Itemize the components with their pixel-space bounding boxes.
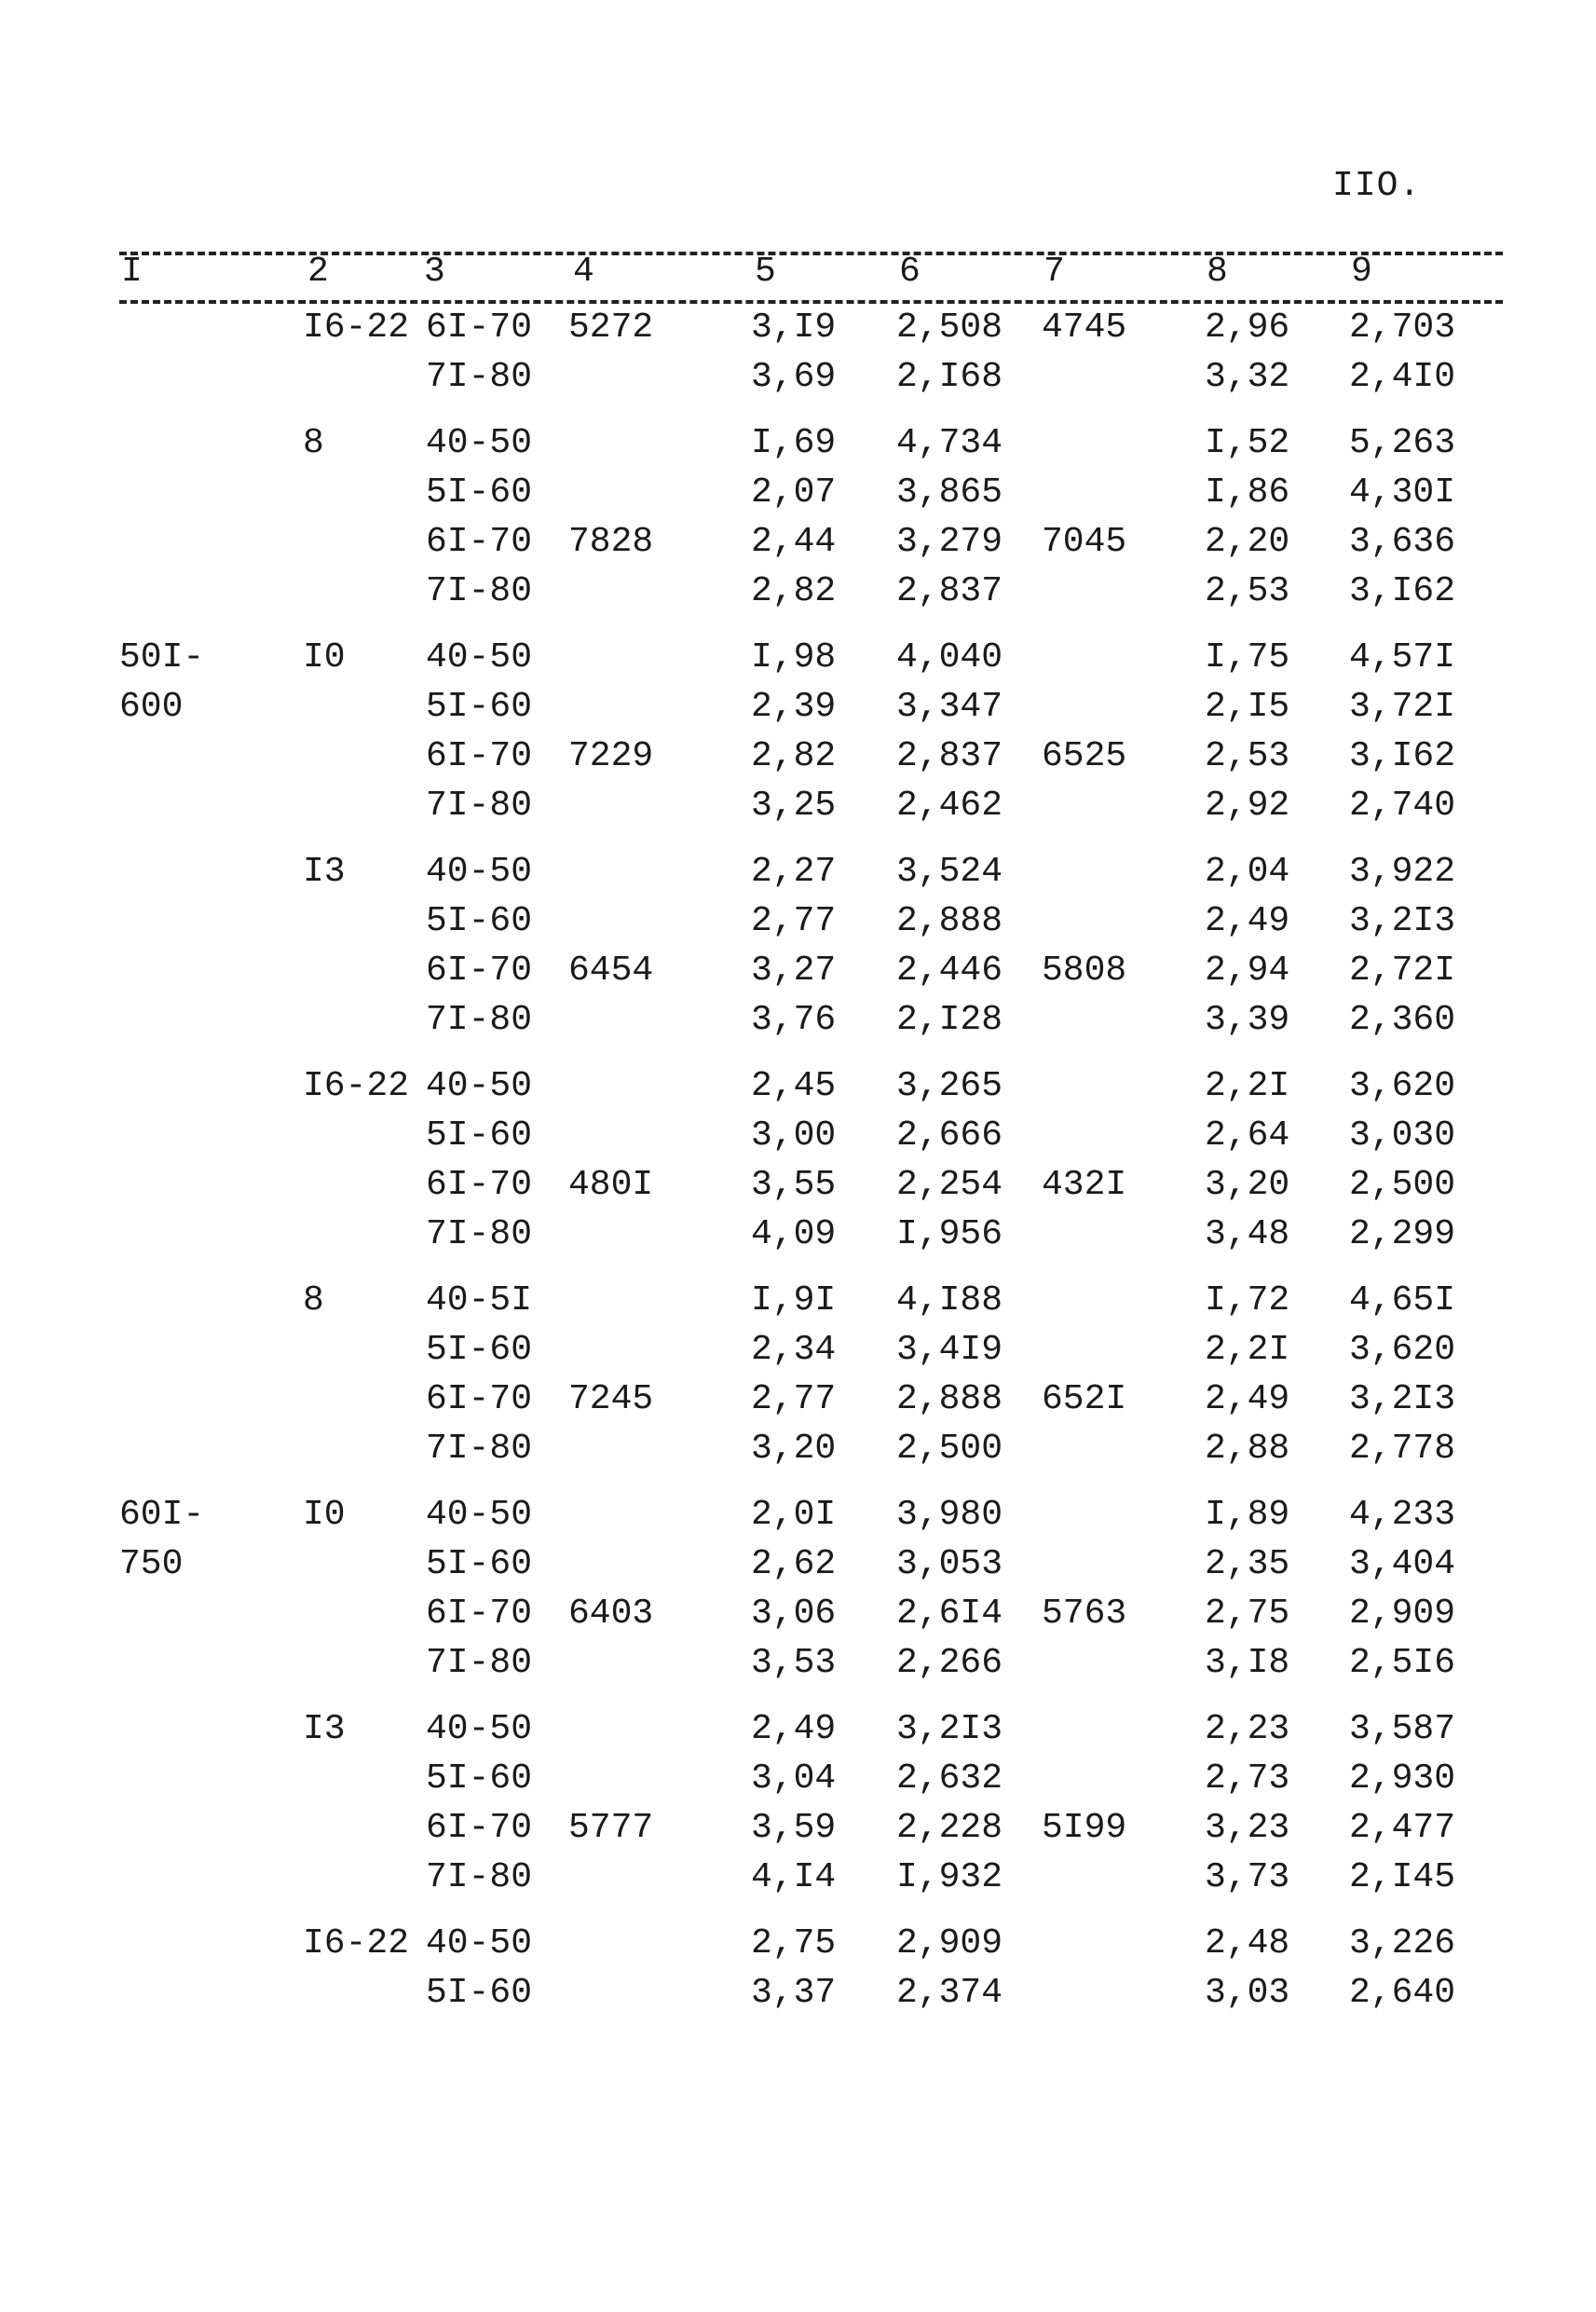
table-cell-c9: 4,233 xyxy=(1349,1495,1456,1535)
table-cell-c9: 3,404 xyxy=(1349,1544,1456,1584)
table-cell-c5: 2,44 xyxy=(751,522,837,562)
table-cell-c9: 3,I62 xyxy=(1349,736,1456,776)
table-cell-c5: 2,34 xyxy=(751,1330,837,1370)
table-cell-c6: 2,374 xyxy=(896,1973,1003,2013)
table-cell-c3: 5I-60 xyxy=(426,687,533,727)
table-cell-c8: 3,73 xyxy=(1205,1857,1290,1897)
table-cell-c4: 5272 xyxy=(568,308,654,348)
table-cell-c3: 7I-80 xyxy=(426,571,533,611)
table-cell-c9: 2,640 xyxy=(1349,1973,1456,2013)
table-cell-c7: 432I xyxy=(1042,1165,1127,1205)
table-cell-c5: 2,62 xyxy=(751,1544,837,1584)
table-cell-c2: 8 xyxy=(303,423,324,463)
table-cell-c8: 2,88 xyxy=(1205,1429,1290,1469)
table-cell-c7: 5808 xyxy=(1042,951,1127,991)
table-cell-c4: 7245 xyxy=(568,1379,654,1419)
table-cell-c5: 3,04 xyxy=(751,1758,837,1799)
table-cell-c3: 6I-70 xyxy=(426,1379,533,1419)
table-cell-c2: I6-22 xyxy=(303,1923,410,1963)
table-cell-c2: I3 xyxy=(303,852,346,892)
table-cell-c7: 7045 xyxy=(1042,522,1127,562)
table-cell-c7: 652I xyxy=(1042,1379,1127,1419)
table-cell-c2: I6-22 xyxy=(303,1066,410,1106)
table-cell-c5: 4,09 xyxy=(751,1214,837,1254)
table-cell-c8: 2,94 xyxy=(1205,951,1290,991)
table-cell-c2: 8 xyxy=(303,1280,324,1320)
table-cell-c2: I6-22 xyxy=(303,308,410,348)
table-cell-c6: 4,040 xyxy=(896,637,1003,677)
table-cell-c3: 6I-70 xyxy=(426,736,533,776)
table-cell-c9: 3,I62 xyxy=(1349,571,1456,611)
table-cell-c3: 5I-60 xyxy=(426,472,533,513)
table-cell-c9: 3,922 xyxy=(1349,852,1456,892)
table-cell-c5: 2,77 xyxy=(751,1379,837,1419)
table-cell-c9: 2,360 xyxy=(1349,1000,1456,1040)
table-cell-c6: 3,279 xyxy=(896,522,1003,562)
table-cell-c6: 2,446 xyxy=(896,951,1003,991)
table-cell-c1: 600 xyxy=(119,687,184,727)
table-cell-c3: 40-50 xyxy=(426,1495,533,1535)
table-cell-c8: 2,96 xyxy=(1205,308,1290,348)
table-cell-c4: 7229 xyxy=(568,736,654,776)
column-header-7: 7 xyxy=(1044,252,1065,292)
table-cell-c8: 2,53 xyxy=(1205,736,1290,776)
table-cell-c6: 4,734 xyxy=(896,423,1003,463)
table-cell-c2: I0 xyxy=(303,637,346,677)
table-cell-c3: 7I-80 xyxy=(426,1214,533,1254)
table-cell-c6: 3,2I3 xyxy=(896,1709,1003,1749)
table-cell-c3: 40-50 xyxy=(426,1066,533,1106)
table-cell-c6: 2,837 xyxy=(896,736,1003,776)
table-cell-c8: 2,49 xyxy=(1205,1379,1290,1419)
table-cell-c8: 2,92 xyxy=(1205,786,1290,826)
table-cell-c3: 6I-70 xyxy=(426,1165,533,1205)
table-cell-c5: I,9I xyxy=(751,1280,837,1320)
table-cell-c9: 3,030 xyxy=(1349,1115,1456,1156)
table-cell-c8: 2,23 xyxy=(1205,1709,1290,1749)
table-cell-c5: 2,82 xyxy=(751,571,837,611)
table-cell-c9: 2,72I xyxy=(1349,951,1456,991)
table-cell-c6: 3,4I9 xyxy=(896,1330,1003,1370)
table-cell-c9: 2,930 xyxy=(1349,1758,1456,1799)
table-cell-c5: 2,49 xyxy=(751,1709,837,1749)
table-cell-c8: 2,48 xyxy=(1205,1923,1290,1963)
table-cell-c2: I0 xyxy=(303,1495,346,1535)
table-cell-c6: 2,888 xyxy=(896,901,1003,941)
table-cell-c3: 7I-80 xyxy=(426,1429,533,1469)
table-cell-c6: 2,909 xyxy=(896,1923,1003,1963)
table-cell-c9: 2,477 xyxy=(1349,1808,1456,1848)
table-cell-c8: I,86 xyxy=(1205,472,1290,513)
table-cell-c8: 3,39 xyxy=(1205,1000,1290,1040)
table-cell-c4: 6403 xyxy=(568,1594,654,1634)
table-cell-c5: 3,25 xyxy=(751,786,837,826)
table-cell-c2: I3 xyxy=(303,1709,346,1749)
table-cell-c5: 3,06 xyxy=(751,1594,837,1634)
table-cell-c3: 40-5I xyxy=(426,1280,533,1320)
table-cell-c8: 2,2I xyxy=(1205,1330,1290,1370)
table-cell-c3: 40-50 xyxy=(426,637,533,677)
table-cell-c4: 6454 xyxy=(568,951,654,991)
column-header-6: 6 xyxy=(899,252,921,292)
table-cell-c9: 2,909 xyxy=(1349,1594,1456,1634)
table-cell-c9: 3,72I xyxy=(1349,687,1456,727)
table-cell-c8: 2,I5 xyxy=(1205,687,1290,727)
table-cell-c5: 2,39 xyxy=(751,687,837,727)
column-header-5: 5 xyxy=(755,252,776,292)
table-cell-c3: 7I-80 xyxy=(426,1000,533,1040)
table-cell-c9: 2,740 xyxy=(1349,786,1456,826)
table-cell-c9: 4,57I xyxy=(1349,637,1456,677)
table-cell-c8: 3,I8 xyxy=(1205,1643,1290,1683)
table-cell-c8: I,52 xyxy=(1205,423,1290,463)
table-cell-c6: 2,254 xyxy=(896,1165,1003,1205)
table-cell-c6: 2,462 xyxy=(896,786,1003,826)
table-cell-c8: I,75 xyxy=(1205,637,1290,677)
table-cell-c8: 2,75 xyxy=(1205,1594,1290,1634)
table-cell-c3: 7I-80 xyxy=(426,357,533,397)
table-cell-c3: 40-50 xyxy=(426,423,533,463)
table-cell-c3: 6I-70 xyxy=(426,951,533,991)
table-cell-c8: 2,53 xyxy=(1205,571,1290,611)
table-cell-c3: 40-50 xyxy=(426,1709,533,1749)
table-cell-c6: 2,888 xyxy=(896,1379,1003,1419)
table-cell-c6: 2,I28 xyxy=(896,1000,1003,1040)
table-cell-c6: 3,524 xyxy=(896,852,1003,892)
table-cell-c4: 7828 xyxy=(568,522,654,562)
table-cell-c5: 3,I9 xyxy=(751,308,837,348)
table-cell-c8: 2,49 xyxy=(1205,901,1290,941)
table-cell-c3: 5I-60 xyxy=(426,1544,533,1584)
table-cell-c1: 50I- xyxy=(119,637,205,677)
table-cell-c8: 3,03 xyxy=(1205,1973,1290,2013)
table-cell-c5: 2,75 xyxy=(751,1923,837,1963)
table-cell-c5: 3,37 xyxy=(751,1973,837,2013)
table-cell-c8: I,72 xyxy=(1205,1280,1290,1320)
table-cell-c9: 3,636 xyxy=(1349,522,1456,562)
table-cell-c6: 2,I68 xyxy=(896,357,1003,397)
table-cell-c5: 4,I4 xyxy=(751,1857,837,1897)
table-cell-c7: 6525 xyxy=(1042,736,1127,776)
table-cell-c6: 3,053 xyxy=(896,1544,1003,1584)
table-cell-c8: 3,48 xyxy=(1205,1214,1290,1254)
table-cell-c9: 3,2I3 xyxy=(1349,1379,1456,1419)
column-header-4: 4 xyxy=(573,252,594,292)
table-cell-c9: 5,263 xyxy=(1349,423,1456,463)
table-cell-c5: 2,07 xyxy=(751,472,837,513)
table-cell-c3: 5I-60 xyxy=(426,1330,533,1370)
table-cell-c6: 3,980 xyxy=(896,1495,1003,1535)
table-cell-c3: 6I-70 xyxy=(426,1594,533,1634)
table-cell-c3: 6I-70 xyxy=(426,522,533,562)
table-cell-c8: 3,20 xyxy=(1205,1165,1290,1205)
table-cell-c9: 3,226 xyxy=(1349,1923,1456,1963)
table-cell-c3: 7I-80 xyxy=(426,1643,533,1683)
table-cell-c9: 2,703 xyxy=(1349,308,1456,348)
table-cell-c8: 2,2I xyxy=(1205,1066,1290,1106)
table-cell-c5: 3,53 xyxy=(751,1643,837,1683)
table-cell-c8: 2,35 xyxy=(1205,1544,1290,1584)
table-cell-c6: 2,266 xyxy=(896,1643,1003,1683)
table-cell-c5: 3,27 xyxy=(751,951,837,991)
table-cell-c5: I,69 xyxy=(751,423,837,463)
table-cell-c3: 6I-70 xyxy=(426,308,533,348)
table-cell-c8: 2,73 xyxy=(1205,1758,1290,1799)
table-cell-c9: 2,778 xyxy=(1349,1429,1456,1469)
table-cell-c9: 2,I45 xyxy=(1349,1857,1456,1897)
table-cell-c5: 3,59 xyxy=(751,1808,837,1848)
table-cell-c6: 2,500 xyxy=(896,1429,1003,1469)
table-cell-c6: 2,508 xyxy=(896,308,1003,348)
column-header-2: 2 xyxy=(307,252,329,292)
table-cell-c5: 2,45 xyxy=(751,1066,837,1106)
table-cell-c5: 3,00 xyxy=(751,1115,837,1156)
table-cell-c6: I,956 xyxy=(896,1214,1003,1254)
table-cell-c5: 2,27 xyxy=(751,852,837,892)
table-cell-c8: 2,04 xyxy=(1205,852,1290,892)
table-cell-c9: 4,65I xyxy=(1349,1280,1456,1320)
table-cell-c9: 3,620 xyxy=(1349,1066,1456,1106)
table-cell-c6: 2,6I4 xyxy=(896,1594,1003,1634)
table-cell-c3: 7I-80 xyxy=(426,786,533,826)
table-cell-c9: 2,4I0 xyxy=(1349,357,1456,397)
table-cell-c8: 2,64 xyxy=(1205,1115,1290,1156)
table-cell-c4: 480I xyxy=(568,1165,654,1205)
table-cell-c5: 3,20 xyxy=(751,1429,837,1469)
table-cell-c5: 2,82 xyxy=(751,736,837,776)
table-cell-c6: 4,I88 xyxy=(896,1280,1003,1320)
table-cell-c7: 5I99 xyxy=(1042,1808,1127,1848)
table-cell-c3: 6I-70 xyxy=(426,1808,533,1848)
table-cell-c5: 3,76 xyxy=(751,1000,837,1040)
table-cell-c5: 2,77 xyxy=(751,901,837,941)
table-cell-c6: 2,632 xyxy=(896,1758,1003,1799)
table-cell-c3: 40-50 xyxy=(426,852,533,892)
table-cell-c8: 2,20 xyxy=(1205,522,1290,562)
page-number: IIO. xyxy=(1332,166,1422,206)
table-cell-c9: 3,587 xyxy=(1349,1709,1456,1749)
table-cell-c6: 2,837 xyxy=(896,571,1003,611)
table-cell-c7: 5763 xyxy=(1042,1594,1127,1634)
table-cell-c8: 3,32 xyxy=(1205,357,1290,397)
table-cell-c6: 3,347 xyxy=(896,687,1003,727)
table-cell-c3: 5I-60 xyxy=(426,1758,533,1799)
table-cell-c1: 750 xyxy=(119,1544,184,1584)
table-cell-c5: 3,55 xyxy=(751,1165,837,1205)
table-cell-c9: 4,30I xyxy=(1349,472,1456,513)
table-cell-c8: I,89 xyxy=(1205,1495,1290,1535)
table-cell-c9: 3,620 xyxy=(1349,1330,1456,1370)
table-cell-c9: 3,2I3 xyxy=(1349,901,1456,941)
table-cell-c5: 2,0I xyxy=(751,1495,837,1535)
table-cell-c6: 2,228 xyxy=(896,1808,1003,1848)
table-cell-c6: 3,265 xyxy=(896,1066,1003,1106)
table-cell-c9: 2,500 xyxy=(1349,1165,1456,1205)
table-cell-c5: 3,69 xyxy=(751,357,837,397)
table-cell-c1: 60I- xyxy=(119,1495,205,1535)
table-cell-c3: 5I-60 xyxy=(426,1115,533,1156)
table-cell-c9: 2,299 xyxy=(1349,1214,1456,1254)
column-header-9: 9 xyxy=(1351,252,1372,292)
table-cell-c3: 40-50 xyxy=(426,1923,533,1963)
table-cell-c3: 5I-60 xyxy=(426,901,533,941)
column-header-3: 3 xyxy=(424,252,445,292)
table-cell-c3: 7I-80 xyxy=(426,1857,533,1897)
table-cell-c7: 4745 xyxy=(1042,308,1127,348)
column-header-1: I xyxy=(121,252,143,292)
table-cell-c5: I,98 xyxy=(751,637,837,677)
table-cell-c9: 2,5I6 xyxy=(1349,1643,1456,1683)
table-cell-c4: 5777 xyxy=(568,1808,654,1848)
table-cell-c3: 5I-60 xyxy=(426,1973,533,2013)
table-cell-c6: 3,865 xyxy=(896,472,1003,513)
column-header-8: 8 xyxy=(1207,252,1228,292)
table-cell-c6: I,932 xyxy=(896,1857,1003,1897)
table-cell-c8: 3,23 xyxy=(1205,1808,1290,1848)
table-cell-c6: 2,666 xyxy=(896,1115,1003,1156)
